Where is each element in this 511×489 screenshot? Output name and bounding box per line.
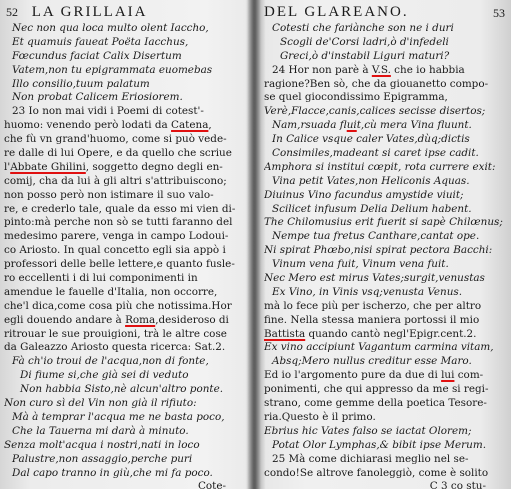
text-line: che'l dica,come cosa più che notissima.Hor [4,299,232,312]
text-line: In Calice vsque caler Vates,dùq;dictis [272,133,470,146]
underlined-word: Battista [264,327,306,340]
text-line: Nec Mero est mirus Vates;surgit,venustas [264,272,485,285]
text-line: re, e crederlo tale, quale da esso mi vien di- [4,202,236,215]
left-page-header [6,4,148,22]
text-line: Fà ch'io troui de l'acqua,non di fonte, [12,355,209,368]
text-line: Nec non qua loca multo olent Iaccho, [12,22,209,34]
text-line: Amphora si institui cœpit, rota currere exit: [264,160,496,173]
text-line: ragione?Ben sò, che da giouanetto compo- [264,77,489,90]
text-line: Non curo sì del Vin non già il rifiuto: [4,397,197,410]
text-line: Che la Tauerna mi darà à minuto. [12,424,189,437]
text-line: Absq;Mero nullus creditur esse Maro. [272,355,472,368]
text-line: Di fiume si,che già sei di veduto [20,369,189,382]
text-line: fine. Nella stessa maniera portossi il mio [264,313,480,326]
left-running-head: LA GRILLAIA [31,4,148,20]
text-line: amendue le fauelle d'Italia, non occorre, [4,285,218,298]
text-line: Non probat Calicem Eriosiorem. [12,91,183,104]
text-line: 25 Mà come dichiarasi meglio nel se- [272,452,469,465]
text-line: mà lo fece più per ischerzo, che per altro [264,299,482,312]
text-line: re dalle di lui Opere, e da quello che scriue [4,147,232,160]
text-line: Dal capo tranno in giù,che mi fa poco. [12,466,213,479]
text-line: strano, come gemme della poetica Tesore- [264,397,487,410]
text-line: che fù vn grand'huomo, come si può vede- [4,133,227,146]
text-line: Scogli de'Corsi ladri,ò d'infedeli [280,35,449,48]
text-line: medesimo parere, venga in campo Lodoui- [4,230,229,243]
text-line: Et quamuis faueat Poëta Iacchus, [12,35,189,48]
text-line: Vatem,non tu epigrammata euomebas [12,63,213,76]
text-line: l'Abbate Ghilini, soggetto degno degli en- [4,160,223,173]
text-line: Illo consilio,tuum palatum [12,77,150,90]
left-page-number: 52 [6,5,18,19]
text-line: ponimenti, che qui appresso da me si regi- [264,383,489,396]
text-line: Palustre,non assaggio,perche puri [12,452,193,465]
text-line: Greci,ò d'instabil Liguri maturi? [280,49,450,62]
underlined-word: lui [346,119,357,132]
text-line: comij, cha da lui à gli altri s'attribuiscono; [4,174,227,187]
text-line: Senza molt'acqua i nostri,nati in loco [4,438,200,451]
underlined-word: V.S. [371,63,391,76]
text-line: Consimiles,madeant si caret ipse cadit. [272,147,479,160]
text-line: Ex vino accipiunt Vagantum carmina vitam, [264,341,494,354]
right-running-head: DEL GLAREANO. [264,4,409,20]
text-line: da Galeazzo Ariosto questa ricerca: Sat.2. [4,341,226,354]
text-line: Scilicet infusum Delia Delium habent. [272,202,472,215]
text-line: condo!Se altrove fanoleggiò, come è solito [264,466,489,479]
right-page-number: 53 [493,6,505,20]
text-line: ria.Questo è il primo. [264,410,376,423]
text-line: Mà à temprar l'acqua me ne basta poco, [12,410,225,423]
catchword: Cote- [197,480,226,489]
text-line: Ni spirat Phœbo,nisi spirat pectora Bacchi: [264,244,493,257]
left-page [0,0,250,489]
text-line: co Ariosto. In qual concetto egli sia appò i [4,244,226,257]
right-page-text [264,22,504,489]
text-line: pinto:mà perche non sò se tutti faranno del [4,216,233,229]
text-line: Non habbia Sisto,nè alcun'altro ponte. [20,383,224,396]
text-line: Battista quando cantò negl'Epigr.cent.2. [264,327,477,340]
text-line: non posso però non istimare il suo valo- [4,188,214,201]
text-line: Ed io l'argomento pure da due di lui com- [264,369,484,382]
text-line: 24 Hor non parè à V.S. che io habbia [272,63,465,76]
underlined-word: Roma [125,313,156,326]
text-line: Nam,rsuada fluit,cù mera Vina fluunt. [272,119,472,132]
underlined-word: lui [441,369,455,382]
right-page [258,0,511,489]
left-page-text [4,22,244,489]
text-line: huomo: venendo però lodati da Catena, [4,119,212,132]
right-page-header [264,4,505,22]
text-line: egli douendo andare à Roma,desideroso di [4,313,229,326]
text-line: Ex Vino, in Vinis vsq;venusta Venus. [272,285,463,298]
text-line: Fœcundus faciat Calix Disertum [12,49,182,62]
text-line: ritrouar le sue prouigioni, trà le altre cose [4,327,227,340]
text-line: Nempe tua fretus Canthare,cantat ope. [272,230,480,243]
text-line: The Chilomusius erit fuerit si sapè Chilœnus; [264,216,503,229]
underlined-word: Abbate Ghilini [10,160,86,173]
text-line: Cotesti che fariànche son ne i duri [272,22,454,34]
text-line: Verè,Flacce,canis,calices secisse disertos; [264,105,486,118]
text-line: se quel giocondissimo Epigramma, [264,91,448,104]
text-line: ro eccellenti i di lui componimenti in [4,272,198,285]
underlined-word: Catena [171,119,209,132]
catchword: C 3 co stu- [429,480,486,489]
text-line: Potat Olor Lymphas,& bibit ipse Merum. [272,438,486,451]
text-line: Vinum vena fuit, Vinum vena fuit. [272,258,449,271]
text-line: Ebrius hic Vates falso se iactat Olorem; [264,424,472,437]
text-line: Diuinus Vino facundus amystide viuit; [264,188,464,201]
text-line: Vina petit Vates,non Heliconis Aquas. [272,174,470,187]
text-line: 23 Io non mai vidi i Poemi di cotest'- [12,105,204,118]
text-line: professori delle belle lettere,e quanto fusle- [4,258,235,271]
